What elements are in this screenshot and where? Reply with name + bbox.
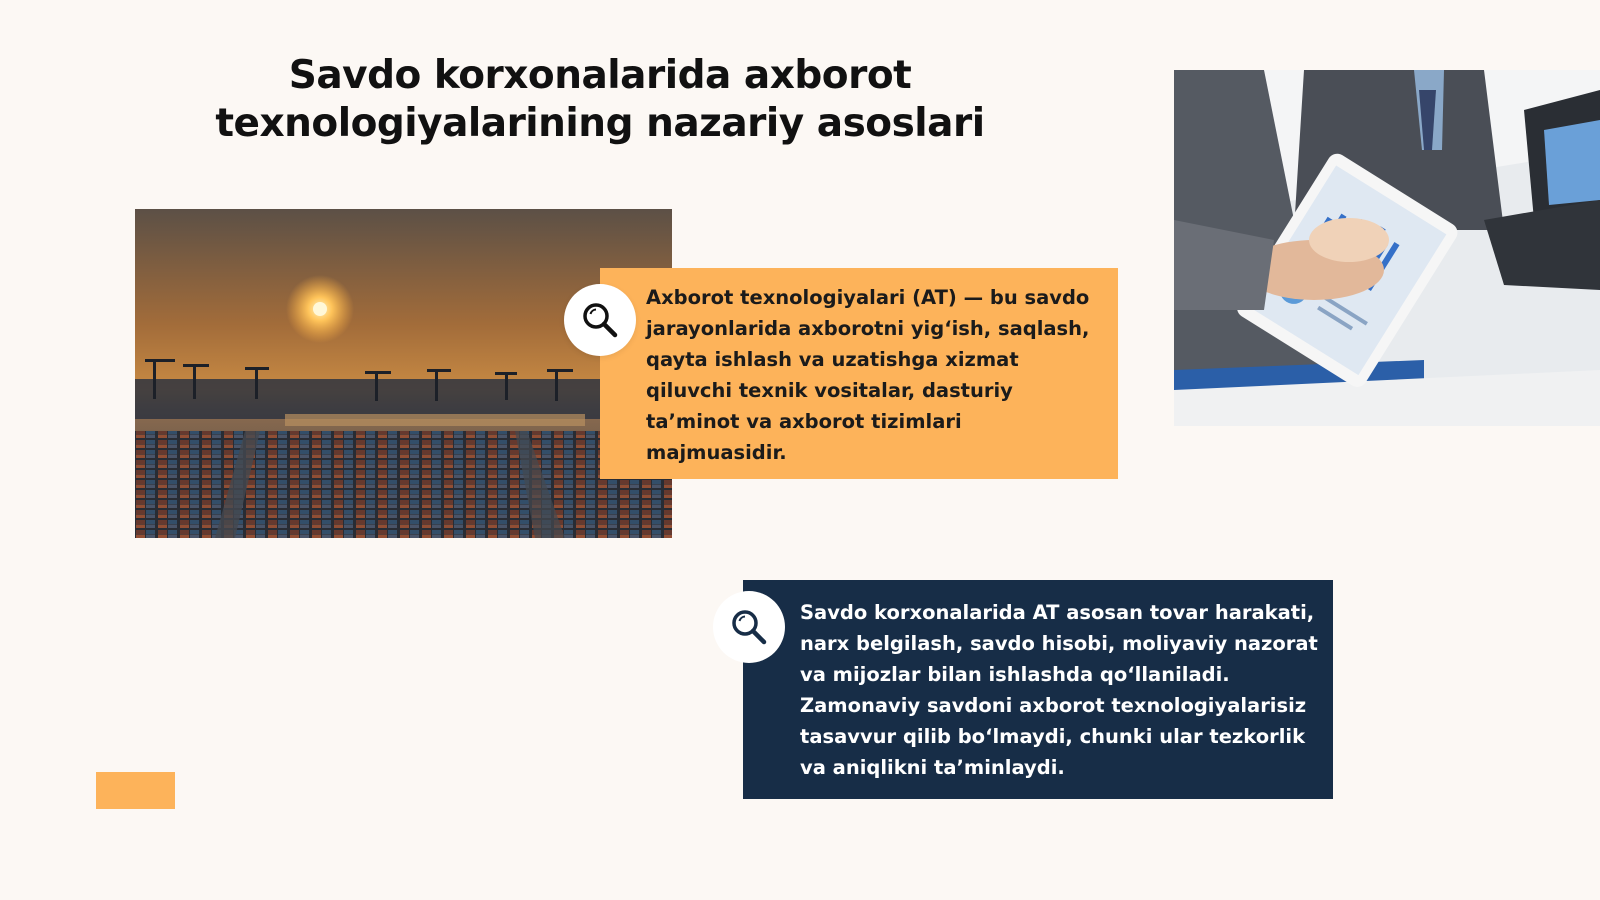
slide-title [180,52,1020,148]
application-text: Savdo korxonalarida AT asosan tovar harakati, narx belgilash, savdo hisobi, moliyaviy nazorat va mijozlar bilan ishlashda qo‘llaniladi. Zamonaviy savdoni axborot texnologiyalarisiz tasavvur qilib bo‘lmaydi, chunki ular tezkorlik va aniqlikni ta’minlaydi. [800,601,1318,779]
magnifier-icon [564,284,636,356]
magnifier-icon [713,591,785,663]
port-sunset-image [135,209,672,538]
title-line-1: Savdo korxonalarida axborot [288,53,912,98]
business-tablet-image [1174,70,1600,426]
definition-text: Axborot texnologiyalari (AT) — bu savdo jarayonlarida axborotni yig‘ish, saqlash, qayta ishlash va uzatishga xizmat qiluvchi texnik vositalar, dasturiy ta’minot va axborot tizimlari majmuasidir. [646,286,1090,464]
title-line-2: texnologiyalarining nazariy asoslari [215,101,985,146]
definition-card [600,268,1118,479]
decorative-accent-block [96,772,175,809]
application-card [743,580,1333,799]
